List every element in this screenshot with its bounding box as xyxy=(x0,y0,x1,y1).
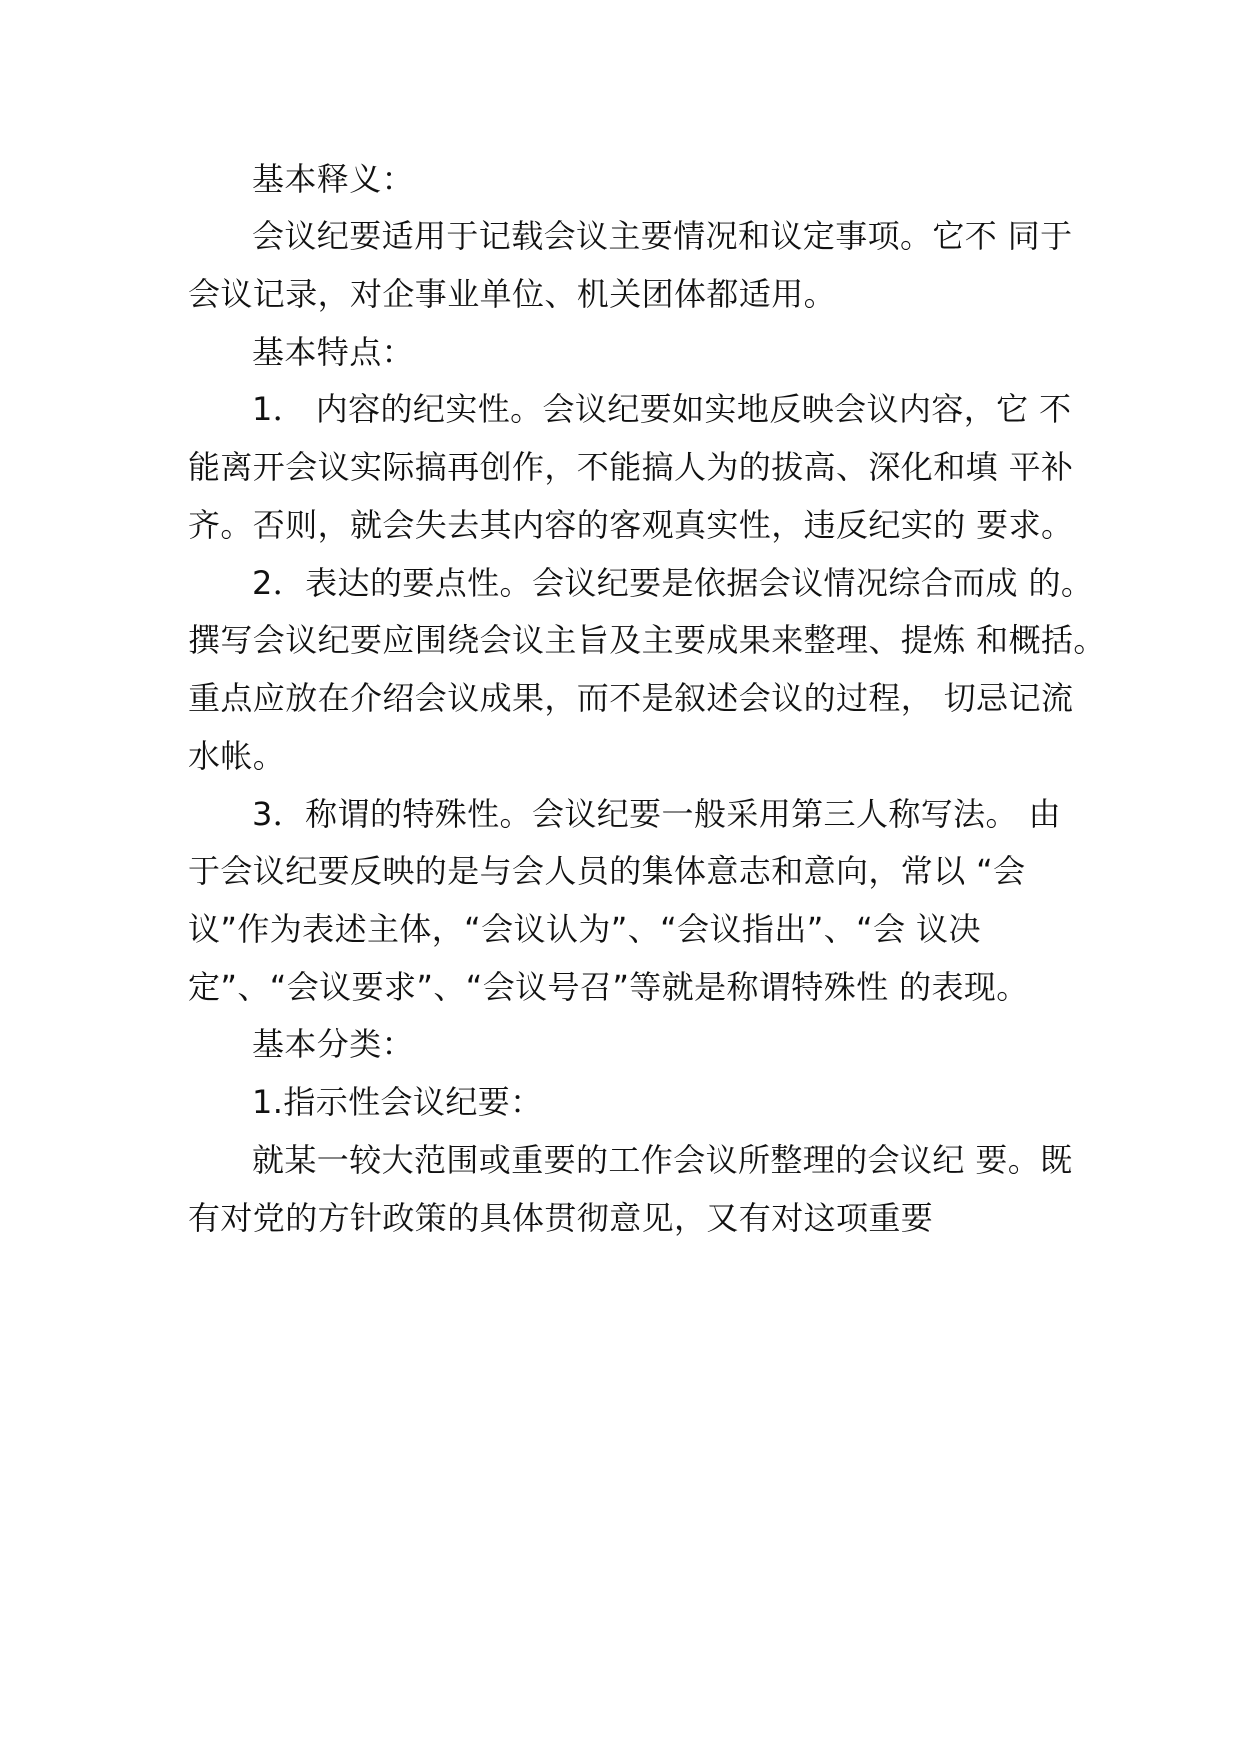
paragraph-line: 会议纪要适用于记载会议主要情况和议定事项。它不 同于 xyxy=(252,217,1073,255)
paragraph-line: 议”作为表述主体，“会议认为”、“会议指出”、“会 议决 xyxy=(188,910,981,948)
paragraph-line: 定”、“会议要求”、“会议号召”等就是称谓特殊性 的表现。 xyxy=(188,968,1029,1006)
paragraph-line: 撰写会议纪要应围绕会议主旨及主要成果来整理、提炼 和概括。 xyxy=(188,621,1106,659)
paragraph-line: 齐。否则，就会失去其内容的客观真实性，违反纪实的 要求。 xyxy=(188,506,1074,544)
paragraph-line: 水帐。 xyxy=(188,737,286,775)
paragraph-line: 于会议纪要反映的是与会人员的集体意志和意向，常以 “会 xyxy=(188,852,1026,890)
heading-features: 基本特点： xyxy=(252,333,415,371)
paragraph-line: 能离开会议实际搞再创作，不能搞人为的拔高、深化和填 平补 xyxy=(188,448,1074,486)
paragraph-line: 会议记录，对企事业单位、机关团体都适用。 xyxy=(188,275,837,313)
subheading-category-1: 1.指示性会议纪要： xyxy=(252,1083,543,1121)
paragraph-line: 2．表达的要点性。会议纪要是依据会议情况综合而成 的。 xyxy=(252,564,1094,602)
paragraph-line: 3．称谓的特殊性。会议纪要一般采用第三人称写法。 由 xyxy=(252,795,1061,833)
heading-definition: 基本释义： xyxy=(252,160,415,198)
paragraph-line: 有对党的方针政策的具体贯彻意见，又有对这项重要 xyxy=(188,1199,934,1237)
heading-categories: 基本分类： xyxy=(252,1025,415,1063)
paragraph-line: 1． 内容的纪实性。会议纪要如实地反映会议内容，它 不 xyxy=(252,390,1072,428)
paragraph-line: 重点应放在介绍会议成果，而不是叙述会议的过程， 切忌记流 xyxy=(188,679,1074,717)
paragraph-line: 就某一较大范围或重要的工作会议所整理的会议纪 要。既 xyxy=(252,1141,1073,1179)
